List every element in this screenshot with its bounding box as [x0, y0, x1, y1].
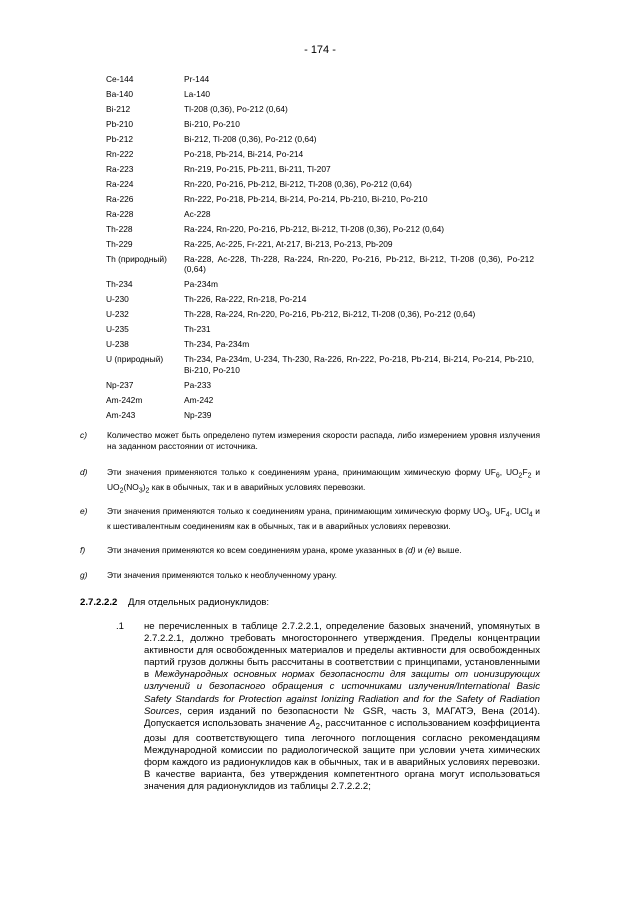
table-row: [106, 74, 534, 85]
parent-nuclide: Am-242m: [106, 394, 143, 405]
daughter-nuclides: Pa-234m: [184, 279, 218, 290]
section-heading: [80, 597, 540, 608]
daughter-nuclides: Po-218, Pb-214, Bi-214, Po-214: [184, 148, 304, 159]
daughter-nuclides: Th-226, Ra-222, Rn-218, Po-214: [184, 294, 307, 305]
parent-nuclide: Th (природный): [106, 253, 167, 264]
table-row: [106, 354, 534, 375]
nuclide-table: [106, 74, 534, 425]
parent-nuclide: Th-228: [106, 223, 133, 234]
daughter-nuclides: Rn-219, Po-215, Pb-211, Bi-211, Tl-207: [184, 163, 331, 174]
footnote-f: [80, 545, 540, 556]
parent-nuclide: Ce-144: [106, 74, 134, 84]
page-number: - 174 -: [304, 44, 336, 56]
daughter-nuclides: Rn-220, Po-216, Pb-212, Bi-212, Tl-208 (0,36), Po-212 (0,64): [184, 178, 412, 189]
parent-nuclide: Pb-210: [106, 118, 134, 129]
daughter-nuclides: Th-234, Pa-234m: [184, 339, 250, 350]
table-row: [106, 164, 534, 175]
table-row: [106, 119, 534, 130]
daughter-nuclides: Ac-228: [184, 208, 211, 219]
parent-nuclide: Rn-222: [106, 148, 134, 159]
section-number: 2.7.2.2.2: [80, 597, 118, 608]
daughter-nuclides: Bi-210, Po-210: [184, 118, 240, 129]
list-item-marker: .1: [116, 621, 125, 632]
daughter-nuclides: Th-231: [184, 324, 211, 335]
parent-nuclide: Bi-212: [106, 103, 131, 114]
parent-nuclide: U-235: [106, 324, 129, 335]
footnote-d: [80, 467, 540, 496]
parent-nuclide: Ra-224: [106, 178, 134, 189]
table-row: [106, 179, 534, 190]
daughter-nuclides: Pa-233: [184, 379, 212, 390]
table-row: [106, 410, 534, 421]
daughter-nuclides: Ra-228, Ac-228, Th-228, Ra-224, Rn-220, Po-216, Pb-212, Bi-212, Tl-208 (0,36), Po-212 (0,64): [184, 253, 534, 275]
footnote-text: Эти значения применяются ко всем соединениям урана, кроме указанных в (d) и (e) выше.: [107, 545, 462, 555]
footnote-marker: e): [80, 506, 88, 516]
table-row: [106, 134, 534, 145]
daughter-nuclides: Bi-212, Tl-208 (0,36), Po-212 (0,64): [184, 133, 317, 144]
daughter-nuclides: Pr-144: [184, 74, 210, 84]
parent-nuclide: Ba-140: [106, 88, 134, 99]
table-row: [106, 149, 534, 160]
footnote-text: Эти значения применяются только к соединениям урана, принимающим химическую форму $UO_3$, $UF_4$, UCl$_4$ и к шестивалентным соединениям как в обычных, так и в аварийных условиях перевозки.: [107, 506, 540, 531]
parent-nuclide: Ra-226: [106, 193, 134, 204]
footnote-marker: f): [80, 545, 86, 555]
parent-nuclide: Np-237: [106, 379, 134, 390]
daughter-nuclides: Am-242: [184, 394, 214, 405]
footnote-marker: g): [80, 570, 88, 580]
parent-nuclide: U (природный): [106, 354, 164, 365]
table-row: [106, 324, 534, 335]
table-row: [106, 309, 534, 320]
footnote-text: Эти значения применяются только к соединениям урана, принимающим химическую форму $UF_6$, $UO_2F_2$ и $UO_2(NO_3)_2$ как в обычных, так и в аварийных условиях перевозки.: [107, 467, 541, 495]
daughter-nuclides: Np-239: [184, 409, 212, 420]
parent-nuclide: Pb-212: [106, 133, 134, 144]
table-row: [106, 104, 534, 115]
table-row: [106, 89, 534, 100]
list-item: [116, 621, 540, 793]
daughter-nuclides: La-140: [184, 88, 211, 99]
daughter-nuclides: Ra-224, Rn-220, Po-216, Pb-212, Bi-212, Tl-208 (0,36), Po-212 (0,64): [184, 223, 445, 234]
table-row: [106, 380, 534, 391]
daughter-nuclides: Rn-222, Po-218, Pb-214, Bi-214, Po-214, Pb-210, Bi-210, Po-210: [184, 193, 428, 204]
list-item-text: не перечисленных в таблице 2.7.2.2.1, определение базовых значений, упомянутых в 2.7.2.2.1, должно требовать многостороннего утверждения. Пределы концентрации активности для освобожденных материалов и пределы активности для освобожденных партий грузов должны быть рассчитаны в соответствии с принципами, установленными в Международных основных нормах безопасности для защиты от ионизирующих излучений и безопасного обращения с источниками излучения/International Basic Safety Standards for Protection against Ionizing Radiation and for the Safety of Radiation Sources, серия изданий по безопасности № GSR, часть 3, МАГАТЭ, Вена (2014). Допускается использовать значение $A_2$, рассчитанное с использованием коэффициента дозы для соответствующего типа легочного поглощения согласно рекомендациям Международной комиссии по радиологической защите при условии учета химических форм каждого из радионуклидов как в обычных, так и в аварийных условиях перевозки. В качестве варианта, без утверждения компетентного органа могут использоваться значения для радионуклидов из таблицы 2.7.2.2.2;: [144, 621, 540, 793]
footnote-marker: d): [80, 467, 88, 477]
daughter-nuclides: Th-234, Pa-234m, U-234, Th-230, Ra-226, Rn-222, Po-218, Pb-214, Bi-214, Po-214, Pb-210, Bi-210, Po-210: [184, 354, 534, 375]
parent-nuclide: Th-234: [106, 279, 133, 290]
parent-nuclide: U-230: [106, 294, 129, 305]
table-row: [106, 395, 534, 406]
footnote-c: [80, 430, 540, 452]
daughter-nuclides: Th-228, Ra-224, Rn-220, Po-216, Pb-212, Bi-212, Tl-208 (0,36), Po-212 (0,64): [184, 309, 476, 320]
footnote-text: Количество может быть определено путем измерения скорости распада, либо измерением уровня излучения на заданном расстоянии от источника.: [107, 430, 540, 451]
parent-nuclide: Ra-223: [106, 163, 134, 174]
parent-nuclide: U-238: [106, 339, 129, 350]
daughter-nuclides: Tl-208 (0,36), Po-212 (0,64): [184, 103, 288, 114]
table-row: [106, 239, 534, 250]
parent-nuclide: Ra-228: [106, 208, 134, 219]
table-row: [106, 279, 534, 290]
table-row: [106, 224, 534, 235]
parent-nuclide: Am-243: [106, 409, 136, 420]
table-row: [106, 209, 534, 220]
parent-nuclide: U-232: [106, 309, 129, 320]
daughter-nuclides: Ra-225, Ac-225, Fr-221, At-217, Bi-213, Po-213, Pb-209: [184, 238, 393, 249]
footnote-e: [80, 506, 540, 532]
table-row: [106, 294, 534, 305]
table-row: [106, 339, 534, 350]
footnote-g: [80, 570, 540, 581]
section-title: Для отдельных радионуклидов:: [128, 597, 270, 608]
parent-nuclide: Th-229: [106, 238, 133, 249]
table-row: [106, 194, 534, 205]
footnote-marker: c): [80, 430, 87, 440]
table-row: [106, 254, 534, 275]
footnote-text: Эти значения применяются только к необлученному урану.: [107, 570, 337, 580]
